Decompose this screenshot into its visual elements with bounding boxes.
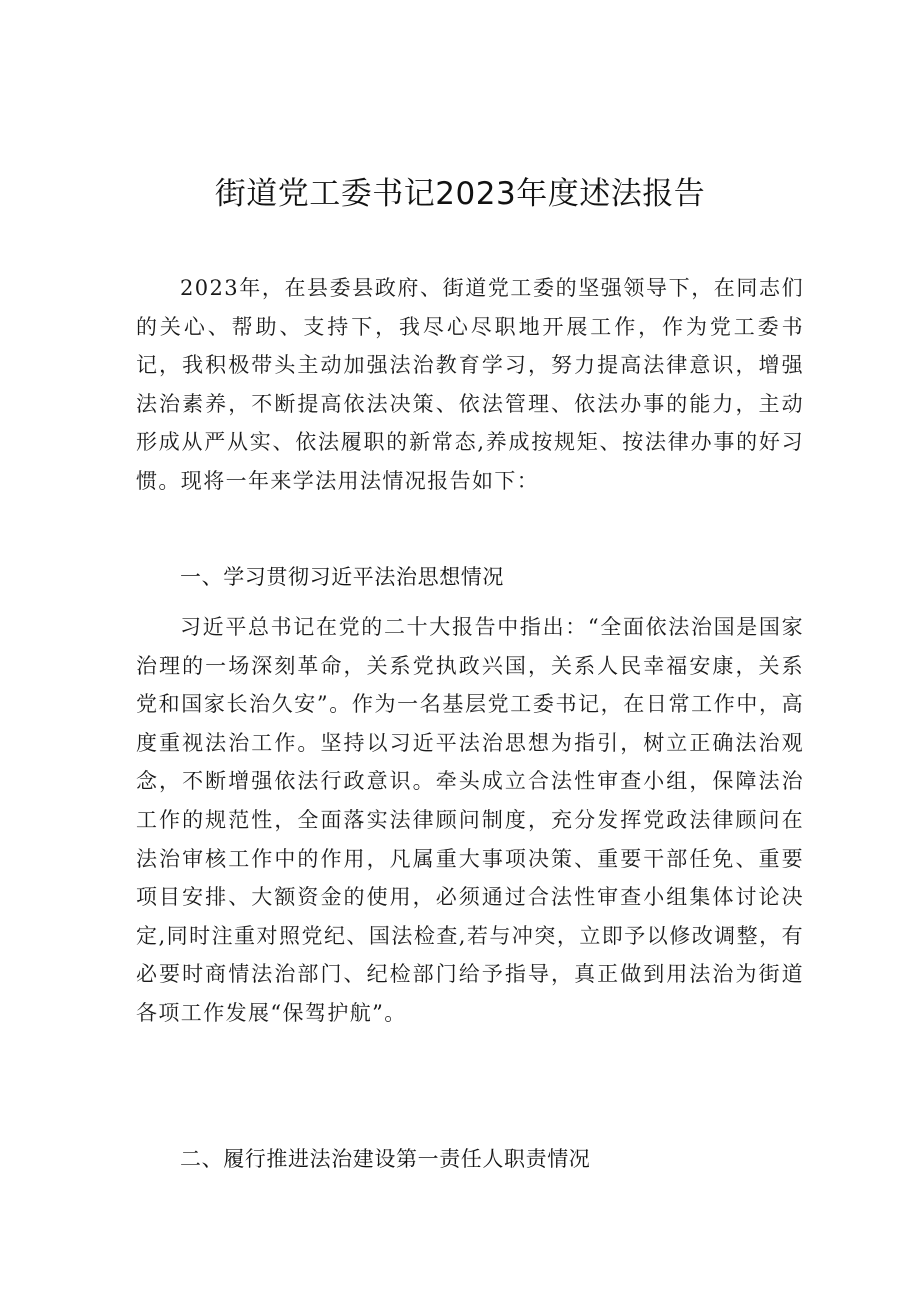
intro-paragraph: 2023年，在县委县政府、街道党工委的坚强领导下，在同志们的关心、帮助、支持下，我尽心尽职地开展工作，作为党工委书记，我积极带头主动加强法治教育学习，努力提高法律意识，增强法治素养，不断提高依法决策、依法管理、依法办事的能力，主动形成从严从实、依法履职的新常态,养成按规矩、按法律办事的好习惯。现将一年来学法用法情况报告如下： (136, 276, 804, 493)
document-title: 街道党工委书记2023年度述法报告 (214, 176, 706, 212)
section-heading-2: 二、履行推进法治建设第一责任人职责情况 (180, 1147, 591, 1171)
section-1-paragraph: 习近平总书记在党的二十大报告中指出：“全面依法治国是国家治理的一场深刻革命，关系党执政兴国，关系人民幸福安康，关系党和国家长治久安”。作为一名基层党工委书记，在日常工作中，高度重视法治工作。坚持以习近平法治思想为指引，树立正确法治观念，不断增强依法行政意识。牵头成立合法性审查小组，保障法治工作的规范性，全面落实法律顾问制度，充分发挥党政法律顾问在法治审核工作中的作用，凡属重大事项决策、重要干部任免、重要项目安排、大额资金的使用，必须通过合法性审查小组集体讨论决定,同时注重对照党纪、国法检查,若与冲突，立即予以修改调整，有必要时商情法治部门、纪检部门给予指导，真正做到用法治为街道各项工作发展“保驾护航”。 (136, 615, 804, 1025)
section-heading-1: 一、学习贯彻习近平法治思想情况 (180, 565, 504, 589)
